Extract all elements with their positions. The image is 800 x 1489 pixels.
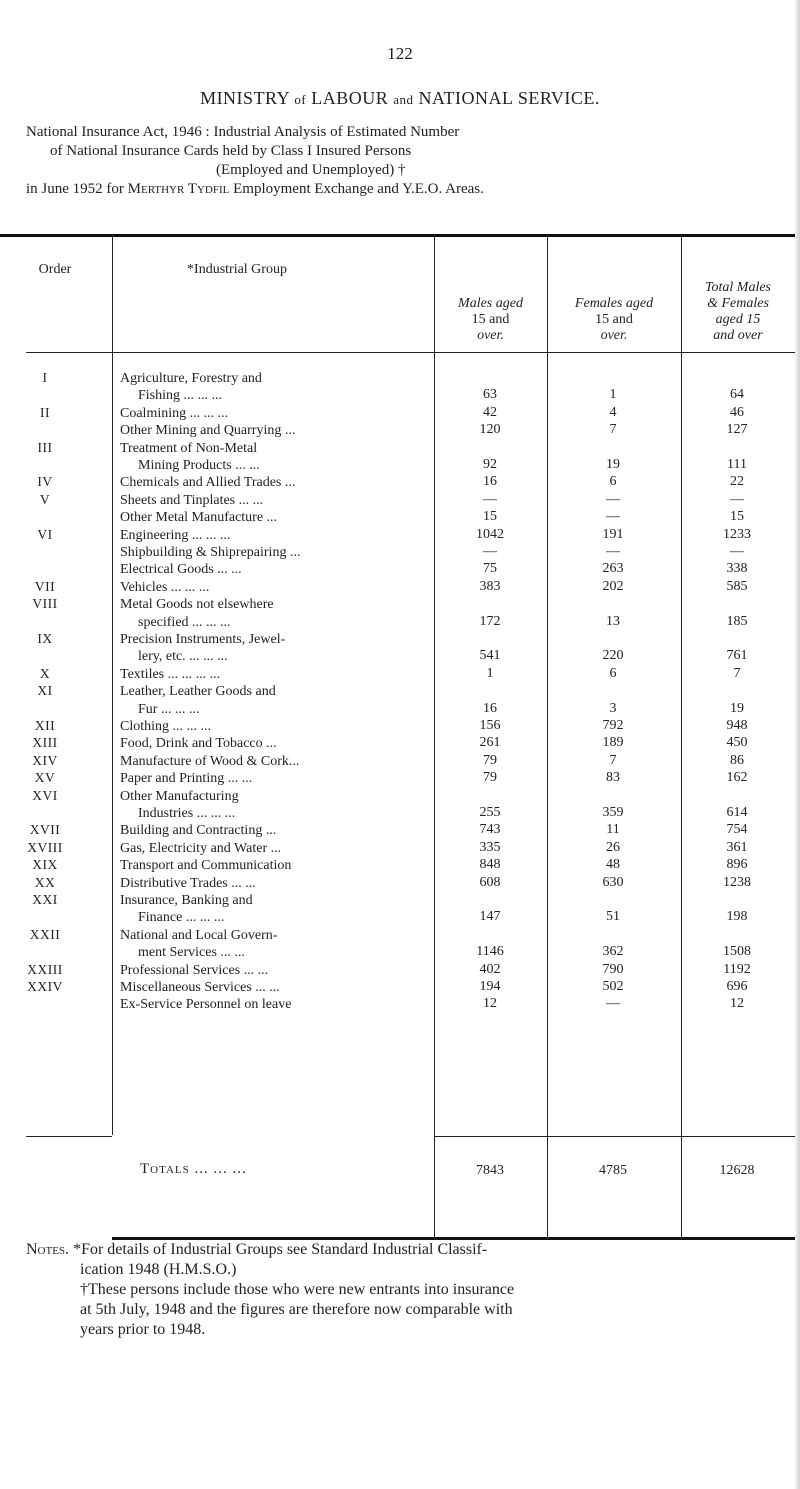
note-1 bbox=[26, 1240, 796, 1260]
header-females bbox=[547, 296, 681, 344]
order-cell: VII bbox=[34, 578, 56, 594]
males-cell: 120 bbox=[479, 422, 501, 438]
males-cell: 608 bbox=[479, 874, 501, 890]
industrial-group-cell: Leather, Leather Goods and bbox=[120, 684, 276, 700]
females-cell: 3 bbox=[609, 700, 617, 716]
total-cell: 761 bbox=[726, 648, 748, 664]
intro-line-4-pre: in June 1952 for bbox=[26, 181, 128, 197]
header-total-l3: aged 15 bbox=[715, 312, 761, 327]
header-females-l3: over. bbox=[600, 328, 628, 343]
order-cell: XXI bbox=[32, 892, 58, 907]
males-cell: 335 bbox=[479, 839, 501, 855]
total-cell: 185 bbox=[726, 613, 748, 629]
of-word: of bbox=[294, 92, 307, 107]
note-2c: years prior to 1948. bbox=[80, 1321, 206, 1338]
notes-label: Notes. bbox=[26, 1241, 70, 1258]
males-cell: 15 bbox=[483, 509, 497, 525]
total-cell: 127 bbox=[726, 422, 748, 438]
totals-divider-left bbox=[26, 1136, 112, 1137]
males-cell: 1 bbox=[486, 665, 494, 681]
header-total bbox=[681, 280, 795, 344]
females-cell: 220 bbox=[602, 648, 624, 664]
totals-divider-mid bbox=[434, 1136, 795, 1137]
industrial-group-cell: Other Mining and Quarrying ... bbox=[120, 423, 296, 439]
industrial-group-cell: Transport and Communication bbox=[120, 858, 292, 874]
total-cell: 64 bbox=[730, 387, 744, 403]
industrial-group-cell: Professional Services ... ... bbox=[120, 962, 269, 978]
industrial-group-cell: Electrical Goods ... ... bbox=[120, 562, 242, 578]
table-top-rule bbox=[0, 234, 795, 237]
total-cell: — bbox=[730, 544, 744, 559]
order-cell: III bbox=[37, 439, 53, 455]
intro-line-3: (Employed and Unemployed) † bbox=[216, 162, 406, 178]
ministry-heading bbox=[0, 88, 800, 109]
industrial-group-cell: Agriculture, Forestry and bbox=[120, 371, 262, 386]
females-cell: 263 bbox=[602, 561, 624, 577]
totals-males: 7843 bbox=[476, 1163, 504, 1178]
industrial-group-cell: specified ... ... ... bbox=[138, 614, 231, 630]
males-cell: 383 bbox=[479, 578, 501, 594]
order-cell: XXIV bbox=[27, 979, 63, 994]
industrial-group-cell: National and Local Govern- bbox=[120, 927, 278, 943]
header-males-l3: over. bbox=[477, 328, 504, 343]
totals-label: Totals ... ... ... bbox=[140, 1161, 247, 1177]
females-cell: 19 bbox=[606, 457, 620, 472]
order-cell: IV bbox=[37, 474, 53, 490]
industrial-group-cell: Textiles ... ... ... ... bbox=[120, 666, 221, 682]
total-cell: 585 bbox=[726, 578, 748, 594]
males-cell: 1146 bbox=[476, 944, 504, 960]
industrial-group-cell: Fishing ... ... ... bbox=[138, 388, 223, 404]
order-cell: XVIII bbox=[27, 839, 63, 855]
males-cell: 16 bbox=[483, 474, 497, 490]
total-cell: 111 bbox=[727, 457, 747, 472]
order-cell: XXII bbox=[29, 926, 61, 942]
order-cell: XV bbox=[34, 770, 56, 786]
females-cell: 13 bbox=[606, 613, 620, 629]
labour-word: LABOUR bbox=[311, 88, 389, 108]
industrial-group-cell: lery, etc. ... ... ... bbox=[138, 649, 228, 665]
order-cell: XVI bbox=[32, 787, 58, 803]
and-word: and bbox=[393, 92, 414, 107]
industrial-group-cell: Other Manufacturing bbox=[120, 788, 239, 804]
order-cell: V bbox=[39, 491, 51, 507]
females-cell: 1 bbox=[609, 387, 617, 403]
total-cell: 22 bbox=[730, 474, 744, 490]
note-2: †These persons include those who were new entrants into insurance bbox=[80, 1281, 515, 1298]
industrial-group-cell: Clothing ... ... ... bbox=[120, 719, 212, 734]
industrial-group-cell: Paper and Printing ... ... bbox=[120, 771, 253, 787]
industrial-group-cell: Fur ... ... ... bbox=[138, 701, 200, 717]
intro-line-2: of National Insurance Cards held by Class I Insured Persons bbox=[50, 143, 412, 159]
industrial-group-cell: Industries ... ... ... bbox=[138, 806, 236, 821]
industrial-group-cell: Treatment of Non-Metal bbox=[120, 440, 258, 456]
header-males-l2: 15 and bbox=[471, 312, 510, 327]
order-cell: IX bbox=[37, 631, 53, 646]
males-cell: 75 bbox=[483, 561, 497, 577]
males-cell: 12 bbox=[483, 996, 497, 1012]
males-cell: 743 bbox=[479, 822, 501, 838]
header-group: *Industrial Group bbox=[187, 262, 287, 277]
females-cell: 362 bbox=[602, 944, 624, 960]
males-cell: 172 bbox=[479, 613, 501, 629]
females-cell: 83 bbox=[606, 770, 620, 786]
total-cell: 7 bbox=[733, 665, 741, 681]
males-cell: 79 bbox=[483, 770, 497, 786]
females-cell: 6 bbox=[609, 665, 617, 681]
order-cell: VIII bbox=[32, 596, 58, 612]
females-cell: 790 bbox=[602, 961, 624, 977]
males-cell: 402 bbox=[479, 961, 501, 977]
industrial-group-cell: Shipbuilding & Shiprepairing ... bbox=[120, 545, 301, 560]
total-cell: — bbox=[730, 491, 744, 507]
page-number: 122 bbox=[387, 44, 413, 63]
total-cell: 19 bbox=[730, 700, 744, 716]
females-cell: 6 bbox=[609, 474, 617, 490]
males-cell: 147 bbox=[479, 909, 501, 925]
total-cell: 361 bbox=[726, 839, 748, 855]
total-cell: 86 bbox=[730, 752, 744, 768]
order-cell: XIV bbox=[32, 752, 58, 768]
header-total-l1: Total Males bbox=[705, 280, 771, 295]
females-cell: — bbox=[606, 491, 620, 507]
females-cell: 191 bbox=[602, 526, 624, 542]
industrial-group-cell: Precision Instruments, Jewel- bbox=[120, 632, 286, 647]
males-cell: — bbox=[483, 491, 497, 507]
females-cell: 7 bbox=[609, 752, 617, 768]
females-cell: — bbox=[606, 509, 620, 525]
industrial-group-cell: Insurance, Banking and bbox=[120, 893, 253, 908]
order-cell: XIII bbox=[32, 735, 58, 751]
industrial-group-cell: Manufacture of Wood & Cork... bbox=[120, 753, 300, 769]
industrial-group-cell: Coalmining ... ... ... bbox=[120, 405, 229, 421]
industrial-group-cell: Miscellaneous Services ... ... bbox=[120, 980, 280, 995]
total-cell: 614 bbox=[726, 805, 748, 820]
header-order: Order bbox=[38, 262, 72, 277]
order-cell: XXIII bbox=[27, 961, 63, 977]
order-cell: VI bbox=[37, 526, 53, 542]
industrial-group-cell: Finance ... ... ... bbox=[138, 910, 225, 926]
females-cell: 7 bbox=[609, 422, 617, 438]
total-cell: 162 bbox=[726, 770, 748, 786]
females-cell: 202 bbox=[602, 578, 624, 594]
industrial-group-cell: Sheets and Tinplates ... ... bbox=[120, 492, 264, 508]
totals-females: 4785 bbox=[599, 1163, 627, 1178]
females-cell: 502 bbox=[602, 979, 624, 994]
total-cell: 1192 bbox=[723, 961, 751, 977]
header-total-l4: and over bbox=[713, 328, 763, 343]
females-cell: 359 bbox=[602, 805, 624, 820]
males-cell: 255 bbox=[479, 805, 501, 820]
industrial-group-cell: Ex-Service Personnel on leave bbox=[120, 997, 292, 1013]
national-service-words: NATIONAL SERVICE. bbox=[418, 88, 600, 108]
total-cell: 1238 bbox=[723, 874, 751, 890]
females-cell: 792 bbox=[602, 718, 624, 733]
order-cell: XVII bbox=[29, 822, 61, 838]
industrial-group-cell: Gas, Electricity and Water ... bbox=[120, 840, 282, 856]
industrial-group-cell: Vehicles ... ... ... bbox=[120, 579, 210, 595]
males-cell: 1042 bbox=[476, 526, 504, 542]
intro-line-4 bbox=[26, 181, 786, 198]
males-cell: 79 bbox=[483, 752, 497, 768]
males-cell: 194 bbox=[479, 979, 501, 994]
intro-line-4-place: Merthyr Tydfil bbox=[127, 181, 230, 197]
males-cell: 848 bbox=[479, 857, 501, 873]
females-cell: 630 bbox=[602, 874, 624, 890]
note-1-text: *For details of Industrial Groups see Standard Industrial Classif- bbox=[73, 1241, 488, 1258]
header-males-l1: Males aged bbox=[458, 296, 523, 311]
ministry-word: MINISTRY bbox=[200, 88, 290, 108]
males-cell: 92 bbox=[483, 457, 497, 472]
industrial-group-cell: Building and Contracting ... bbox=[120, 823, 277, 839]
males-cell: 63 bbox=[483, 387, 497, 403]
header-females-l2: 15 and bbox=[595, 312, 633, 327]
industrial-group-cell: Food, Drink and Tobacco ... bbox=[120, 736, 277, 752]
females-cell: 11 bbox=[606, 822, 620, 838]
header-underline-left bbox=[26, 352, 112, 353]
total-cell: 338 bbox=[726, 561, 748, 577]
females-cell: 26 bbox=[606, 839, 620, 855]
notes bbox=[26, 1240, 796, 1340]
females-cell: 48 bbox=[606, 857, 620, 873]
note-1b: ication 1948 (H.M.S.O.) bbox=[80, 1261, 237, 1278]
total-cell: 1508 bbox=[723, 944, 751, 960]
total-cell: 754 bbox=[726, 822, 748, 838]
males-cell: — bbox=[483, 544, 497, 559]
industrial-group-cell: Metal Goods not elsewhere bbox=[120, 597, 274, 613]
total-cell: 12 bbox=[730, 996, 744, 1012]
industrial-group-cell: Chemicals and Allied Trades ... bbox=[120, 475, 296, 491]
header-total-l2: & Females bbox=[707, 296, 769, 311]
order-cell: X bbox=[39, 665, 51, 681]
order-cell: II bbox=[40, 404, 50, 420]
industrial-group-cell: ment Services ... ... bbox=[138, 945, 245, 961]
industrial-group-cell: Engineering ... ... ... bbox=[120, 527, 231, 543]
order-cell: XI bbox=[37, 683, 53, 699]
order-cell: XIX bbox=[32, 857, 58, 873]
total-cell: 1233 bbox=[723, 526, 751, 542]
intro-line-1: National Insurance Act, 1946 : Industrial Analysis of Estimated Number bbox=[26, 124, 460, 140]
total-cell: 46 bbox=[730, 404, 744, 420]
females-cell: — bbox=[606, 544, 620, 559]
total-cell: 15 bbox=[730, 509, 744, 525]
note-2b: at 5th July, 1948 and the figures are therefore now comparable with bbox=[80, 1301, 513, 1318]
total-cell: 948 bbox=[726, 718, 748, 733]
col-divider-1 bbox=[112, 237, 113, 1135]
females-cell: 4 bbox=[609, 404, 617, 420]
females-cell: 189 bbox=[602, 735, 624, 751]
order-cell: I bbox=[42, 370, 48, 385]
industrial-group-cell: Distributive Trades ... ... bbox=[120, 875, 256, 891]
industrial-group-cell: Other Metal Manufacture ... bbox=[120, 510, 278, 526]
order-cell: XX bbox=[34, 874, 56, 890]
total-cell: 198 bbox=[726, 909, 748, 925]
order-cell: XII bbox=[34, 718, 56, 733]
total-cell: 450 bbox=[726, 735, 748, 751]
males-cell: 16 bbox=[483, 700, 497, 716]
totals-total: 12628 bbox=[719, 1163, 755, 1178]
header-females-l1: Females aged bbox=[574, 296, 654, 311]
males-cell: 261 bbox=[479, 735, 501, 751]
industrial-group-cell: Mining Products ... ... bbox=[138, 458, 260, 473]
intro-line-4-post: Employment Exchange and Y.E.O. Areas. bbox=[229, 181, 484, 197]
header-males bbox=[434, 296, 547, 344]
males-cell: 541 bbox=[479, 648, 501, 664]
total-cell: 696 bbox=[726, 979, 748, 994]
males-cell: 156 bbox=[479, 718, 501, 733]
females-cell: 51 bbox=[606, 909, 620, 925]
females-cell: — bbox=[606, 996, 620, 1012]
header-underline-main bbox=[112, 352, 795, 353]
males-cell: 42 bbox=[483, 404, 497, 420]
total-cell: 896 bbox=[726, 857, 748, 873]
